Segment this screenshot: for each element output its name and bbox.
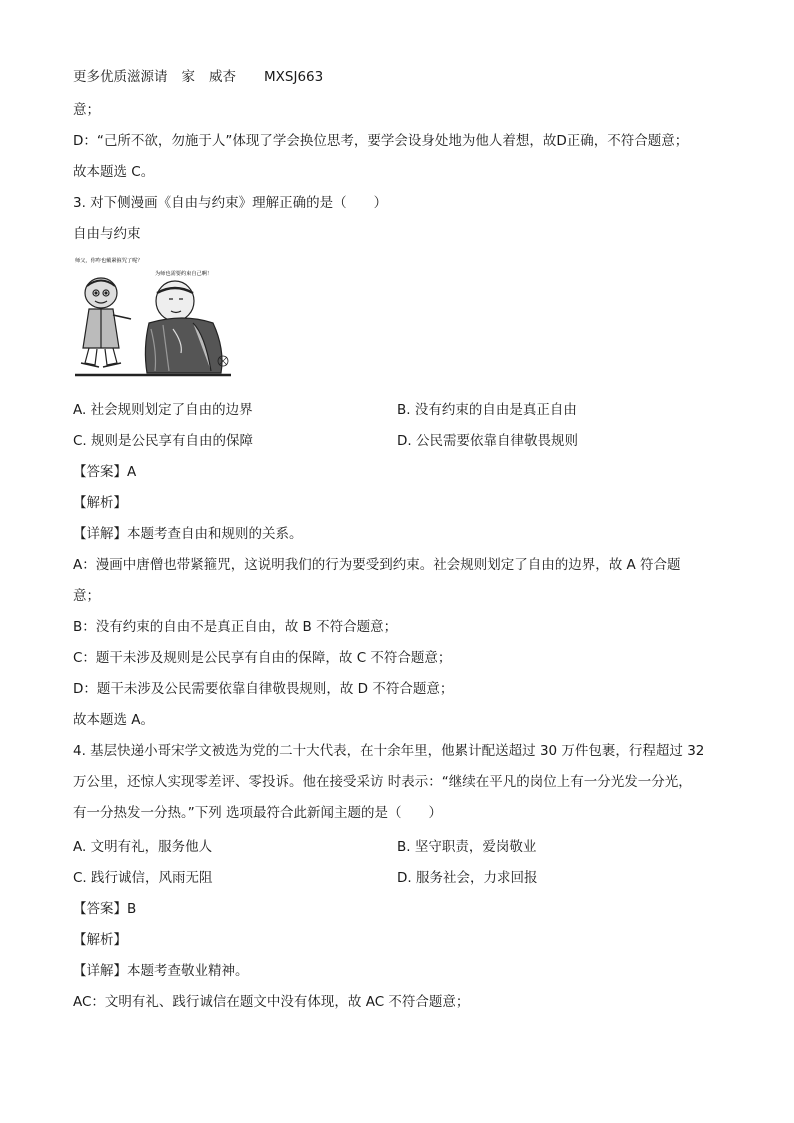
q4-option-d: D. 服务社会，力求回报 xyxy=(397,870,538,886)
q3-detail: B：没有约束的自由不是真正自由，故 B 不符合题意； xyxy=(73,619,398,635)
question-4-stem: 有一分热发一分热。”下列 选项最符合此新闻主题的是（ ） xyxy=(73,805,443,821)
cartoon-image xyxy=(73,253,233,381)
page-header xyxy=(73,68,337,86)
q3-detail: 意； xyxy=(73,588,100,604)
q3-option-a: A. 社会规则划定了自由的边界 xyxy=(73,402,253,418)
q4-detail: 【详解】本题考查敬业精神。 xyxy=(73,963,249,979)
q4-option-b: B. 坚守职责，爱岗敬业 xyxy=(397,839,537,855)
q4-option-c: C. 践行诚信，风雨无阻 xyxy=(73,870,213,886)
cartoon-title: 自由与约束 xyxy=(73,226,141,242)
bubble-right-text: 为师也需要约束自己啊！ xyxy=(155,271,213,277)
monkey-figure xyxy=(81,278,131,367)
q3-answer: 【答案】A xyxy=(73,464,137,480)
header-part: MXSJ663 xyxy=(264,69,324,85)
q4-analysis-heading: 【解析】 xyxy=(73,932,127,948)
monk-figure xyxy=(145,281,228,373)
text-line: D：“己所不欲，勿施于人”体现了学会换位思考，要学会设身处地为他人着想，故D正确，不符合题意； xyxy=(73,133,689,149)
q4-detail: AC：文明有礼、践行诚信在题文中没有体现，故 AC 不符合题意； xyxy=(73,994,470,1010)
q3-analysis-heading: 【解析】 xyxy=(73,495,127,511)
q3-option-d: D. 公民需要依靠自律敬畏规则 xyxy=(397,433,578,449)
header-part: 威杏 xyxy=(209,69,236,85)
header-part: 家 xyxy=(181,69,195,85)
q3-detail: D：题干未涉及公民需要依靠自律敬畏规则，故 D 不符合题意； xyxy=(73,681,454,697)
q3-option-c: C. 规则是公民享有自由的保障 xyxy=(73,433,254,449)
header-part: 更多优质滋源请 xyxy=(73,69,168,85)
q3-detail: 【详解】本题考查自由和规则的关系。 xyxy=(73,526,303,542)
q4-option-a: A. 文明有礼，服务他人 xyxy=(73,839,213,855)
text-line: 意； xyxy=(73,102,100,118)
q4-answer: 【答案】B xyxy=(73,901,137,917)
question-3-stem: 3. 对下侧漫画《自由与约束》理解正确的是（ ） xyxy=(73,195,388,211)
q3-option-b: B. 没有约束的自由是真正自由 xyxy=(397,402,577,418)
q3-detail: C：题干未涉及规则是公民享有自由的保障，故 C 不符合题意； xyxy=(73,650,452,666)
q3-detail: 故本题选 A。 xyxy=(73,712,155,728)
question-4-stem: 万公里，还惊人实现零差评、零投诉。他在接受采访 时表示：“继续在平凡的岗位上有一分光发一分光， xyxy=(73,774,692,790)
bubble-left-text: 师父，你咋也戴紧箍咒了呢？ xyxy=(75,258,143,264)
text-line: 故本题选 C。 xyxy=(73,164,155,180)
q3-detail: A：漫画中唐僧也带紧箍咒，这说明我们的行为要受到约束。社会规则划定了自由的边界，故 A 符合题 xyxy=(73,557,681,573)
question-4-stem: 4. 基层快递小哥宋学文被选为党的二十大代表，在十余年里，他累计配送超过 30 万件包裹，行程超过 32 xyxy=(73,743,705,759)
